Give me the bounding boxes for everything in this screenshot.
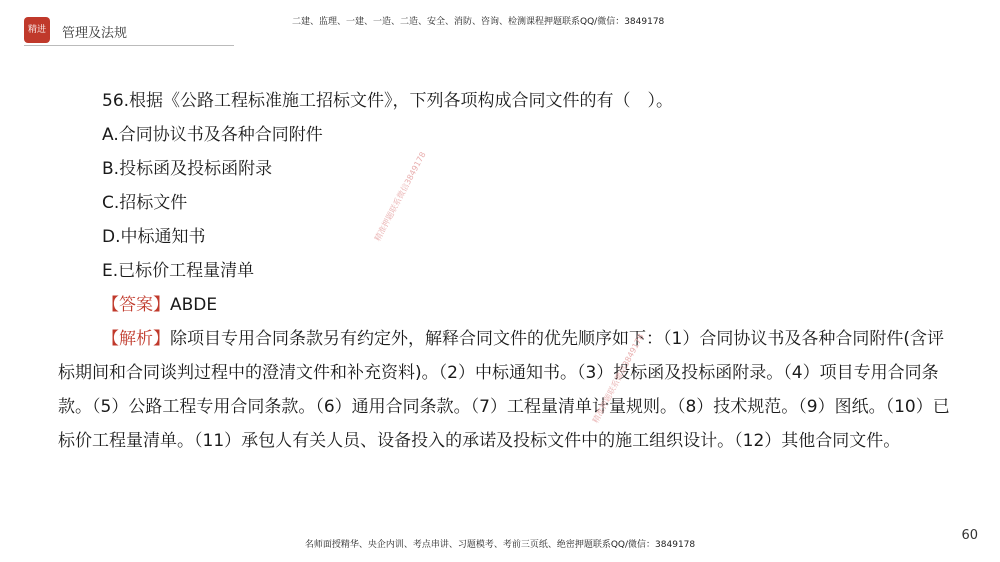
question-block <box>58 84 958 458</box>
question-stem: 56.根据《公路工程标准施工招标文件》，下列各项构成合同文件的有（ ）。 <box>102 91 674 111</box>
watermark-2: 精准押题联系微信3849178 <box>590 332 646 425</box>
page-number: 60 <box>961 528 978 543</box>
header-divider <box>24 45 234 46</box>
analysis-paragraph <box>58 322 958 458</box>
answer-line <box>58 288 958 322</box>
footer-banner: 名师面授精华、央企内训、考点串讲、习题模考、考前三页纸、绝密押题联系QQ/微信：3849178 <box>304 540 696 550</box>
top-banner: 二建、监理、一建、一造、二造、安全、消防、咨询、检测课程押题联系QQ/微信：3849178 <box>292 17 665 27</box>
option-a: A.合同协议书及各种合同附件 <box>102 125 323 145</box>
watermark-1: 精准押题联系微信3849178 <box>372 150 428 243</box>
answer-value: ABDE <box>170 295 218 315</box>
option-e: E.已标价工程量清单 <box>102 261 255 281</box>
analysis-text: 除项目专用合同条款另有约定外，解释合同文件的优先顺序如下：（1）合同协议书及各种合同附件(含评标期间和合同谈判过程中的澄清文件和补充资料)。（2）中标通知书。（3）投标函及投标函附录。（4）项目专用合同条款。（5）公路工程专用合同条款。（6）通用合同条款。（7）工程量清单计量规则。（8）技术规范。（9）图纸。（10）已标价工程量清单。（11）承包人有关人员、设备投入的承诺及投标文件中的施工组织设计。（12）其他合同文件。 <box>58 329 950 451</box>
brand-logo: 精进 <box>24 17 50 43</box>
analysis-label: 【解析】 <box>102 329 170 349</box>
option-b: B.投标函及投标函附录 <box>102 159 273 179</box>
option-c: C.招标文件 <box>102 193 188 213</box>
section-title: 管理及法规 <box>62 26 128 41</box>
answer-label: 【答案】 <box>102 295 170 315</box>
option-d: D.中标通知书 <box>102 227 206 247</box>
